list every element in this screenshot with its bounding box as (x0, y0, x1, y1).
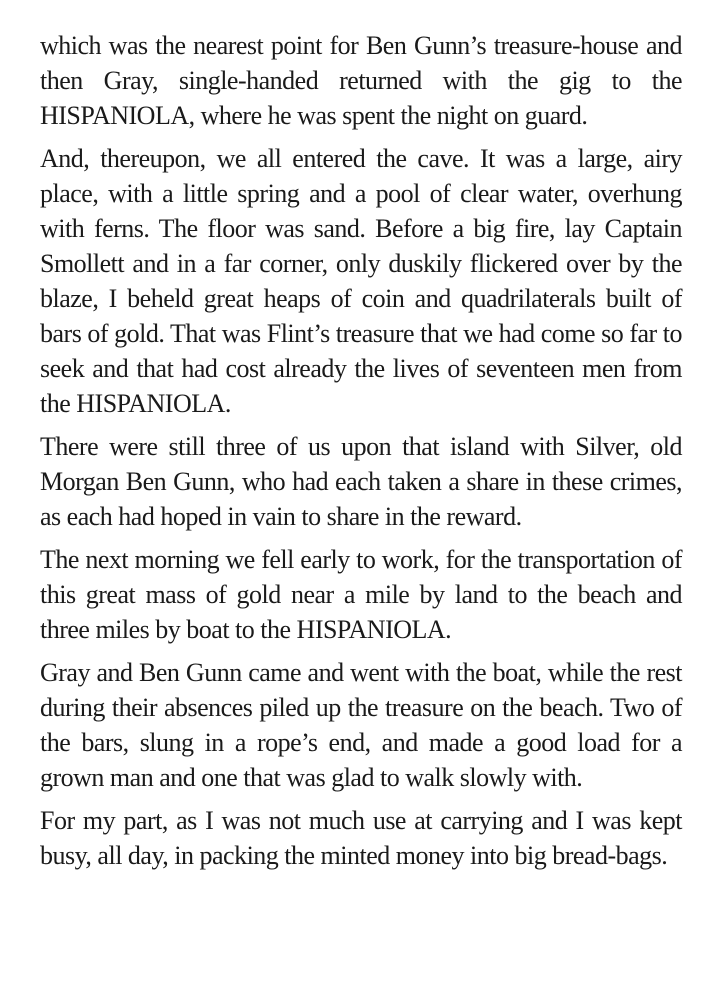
paragraph-4: The next morning we fell early to work, for the transportation of this great mass of gold near a mile by land to the beach and three miles by boat to the HISPANIOLA. (40, 545, 682, 644)
paragraph-5: Gray and Ben Gunn came and went with the boat, while the rest during their absences piled up the treasure on the beach. Two of the bars, slung in a rope’s end, and made a good load for a grown man and one that was glad to walk slowly with. (40, 658, 682, 792)
paragraph-2: And, thereupon, we all entered the cave. It was a large, airy place, with a little spring and a pool of clear water, overhung with ferns. The floor was sand. Before a big fire, lay Captain Smollett and in a far corner, only duskily flickered over by the blaze, I beheld great heaps of coin and quadrilaterals built of bars of gold. That was Flint’s treasure that we had come so far to seek and that had cost already the lives of seventeen men from the HISPANIOLA. (40, 144, 682, 418)
paragraph-6: For my part, as I was not much use at carrying and I was kept busy, all day, in packing the minted money into big bread-bags. (40, 806, 682, 870)
paragraph-1: which was the nearest point for Ben Gunn’s treasure-house and then Gray, single-handed returned with the gig to the HISPANIOLA, where he was spent the night on guard. (40, 31, 682, 130)
paragraph-3: There were still three of us upon that island with Silver, old Morgan Ben Gunn, who had each taken a share in these crimes, as each had hoped in vain to share in the reward. (40, 432, 682, 531)
